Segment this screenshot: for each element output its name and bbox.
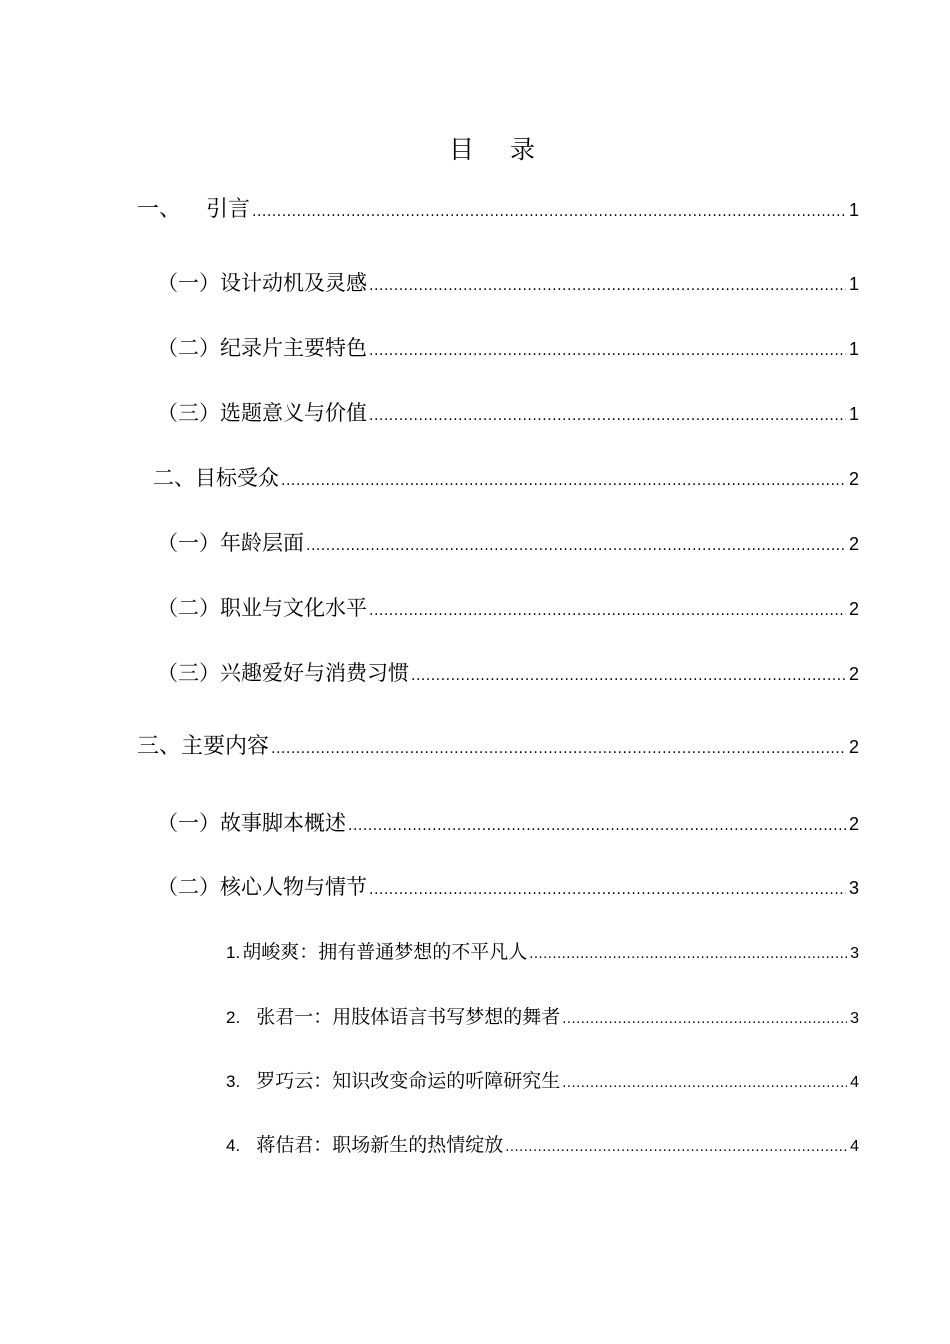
toc-title: 目 录 [449, 135, 549, 164]
toc-entry[interactable] [226, 1003, 859, 1034]
toc-page-number: 2 [848, 737, 859, 757]
toc-entry-label: 一、 引言 [137, 197, 250, 222]
toc-entry-label: （一）故事脚本概述 [157, 811, 346, 835]
toc-page-number: 2 [848, 814, 859, 834]
toc-entry-number: 4. [226, 1136, 241, 1155]
toc-page-number: 2 [848, 469, 859, 489]
toc-entry-label: （二）职业与文化水平 [157, 596, 367, 620]
toc-entry-label: 张君一：用肢体语言书写梦想的舞者 [256, 1006, 561, 1028]
toc-page-number: 3 [848, 878, 859, 898]
toc-leader [369, 336, 846, 366]
toc-leader [369, 875, 846, 905]
toc-entry[interactable] [137, 732, 859, 764]
toc-leader [348, 811, 846, 841]
toc-page-number: 1 [848, 404, 859, 424]
toc-page-number: 1 [848, 339, 859, 359]
toc-page-number: 3 [850, 945, 859, 962]
toc-leader [369, 271, 846, 301]
toc-entry[interactable] [153, 463, 859, 496]
toc-entry-label: 胡峻爽：拥有普通梦想的不平凡人 [242, 941, 528, 963]
toc-entry[interactable] [157, 808, 859, 841]
toc-page-number: 1 [848, 274, 859, 294]
toc-entry[interactable] [157, 268, 859, 301]
toc-entry-label: 二、目标受众 [153, 466, 279, 490]
toc-entry-label: 罗巧云：知识改变命运的听障研究生 [256, 1070, 561, 1092]
toc-entry-label: 蒋佶君：职场新生的热情绽放 [256, 1134, 504, 1156]
toc-entry[interactable] [157, 872, 859, 905]
toc-leader [271, 734, 846, 764]
toc-leader [529, 941, 847, 969]
toc-page-number: 2 [848, 664, 859, 684]
toc-entry-label: （三）选题意义与价值 [157, 401, 367, 425]
toc-entry-label: （二）核心人物与情节 [157, 875, 367, 899]
toc-page-number: 2 [848, 534, 859, 554]
toc-leader [306, 531, 846, 561]
toc-entry-label: 三、主要内容 [137, 734, 270, 759]
toc-entry[interactable] [137, 195, 859, 227]
toc-entry[interactable] [157, 333, 859, 366]
toc-entry[interactable] [157, 398, 859, 431]
toc-leader [281, 466, 846, 496]
toc-leader [252, 197, 846, 227]
toc-page-number: 3 [850, 1010, 859, 1027]
toc-page-number: 2 [848, 599, 859, 619]
toc-entry-number: 2. [226, 1008, 241, 1027]
toc-entry[interactable] [226, 1131, 859, 1162]
toc-entry[interactable] [157, 658, 859, 691]
toc-page-number: 4 [850, 1074, 859, 1091]
toc-leader [369, 401, 846, 431]
toc-leader [562, 1006, 847, 1034]
toc-entry-number: 1. [226, 943, 241, 962]
toc-leader [411, 661, 846, 691]
toc-entry-number: 3. [226, 1072, 241, 1091]
toc-page-number: 1 [848, 200, 859, 220]
toc-entry-label: （三）兴趣爱好与消费习惯 [157, 661, 409, 685]
toc-entry[interactable] [226, 1067, 859, 1098]
toc-entry[interactable] [157, 593, 859, 626]
toc-leader [505, 1134, 847, 1162]
toc-entry-label: （一）年龄层面 [157, 531, 304, 555]
toc-leader [369, 596, 846, 626]
toc-leader [562, 1070, 847, 1098]
toc-entry-label: （一）设计动机及灵感 [157, 271, 367, 295]
toc-page-number: 4 [850, 1138, 859, 1155]
toc-entry-label: （二）纪录片主要特色 [157, 336, 367, 360]
toc-entry[interactable] [157, 528, 859, 561]
toc-entry[interactable] [226, 938, 859, 969]
